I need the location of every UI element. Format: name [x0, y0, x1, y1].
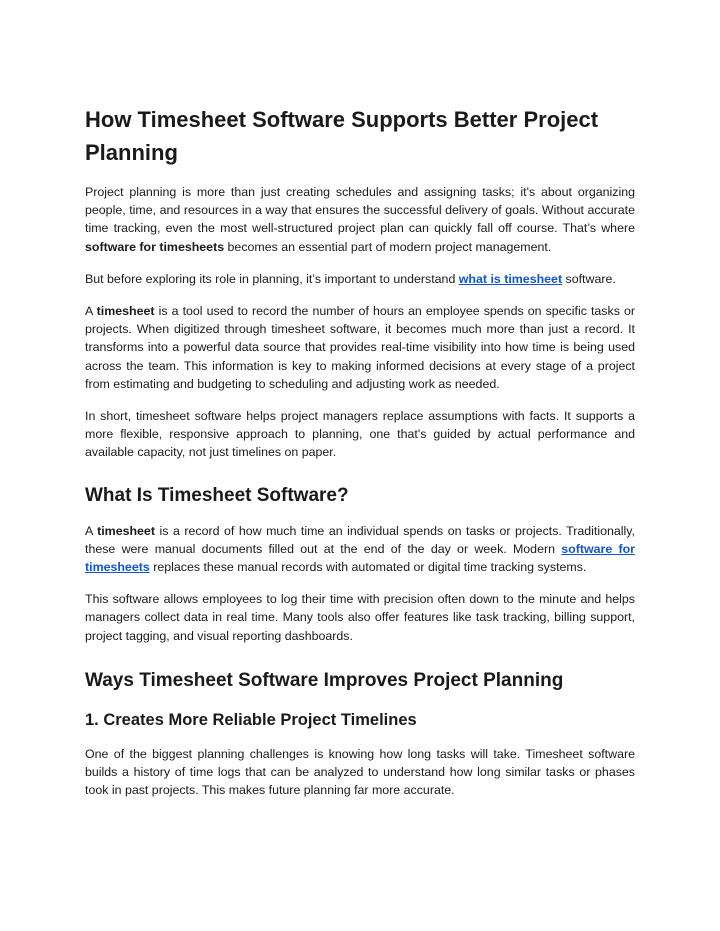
intro-p1-bold: software for timesheets [85, 239, 225, 254]
section1-p1-mid: is a record of how much time an individual spends on tasks or projects. Traditionally, these were manual documents filled out at the end of the day or week. Modern [85, 523, 636, 556]
subsection1-paragraph-1: One of the biggest planning challenges is knowing how long tasks will take. Timesheet software builds a history of time logs that can be analyzed to understand how long similar tasks or phases took in past projects. This makes future planning far more accurate. [85, 746, 635, 798]
intro-p3-start: A [85, 304, 97, 319]
intro-p3-end: is a tool used to record the number of hours an employee spends on specific tasks or projects. When digitized through timesheet software, it becomes much more than just a record. It transforms into a powerful data source that provides real-time visibility into how time is being used across the team. This information is key to making informed decisions at every stage of a project from estimating and budgeting to scheduling and adjusting work as needed. [85, 304, 635, 391]
intro-p2-start: But before exploring its role in planning, it’s important to understand [85, 271, 459, 286]
intro-p2-end: software. [562, 271, 616, 286]
intro-p3-bold: timesheet [96, 304, 155, 319]
section-heading-what-is: What Is Timesheet Software? [85, 484, 349, 506]
subsection-heading-timelines: 1. Creates More Reliable Project Timelines [85, 710, 417, 729]
software-for-timesheets-link[interactable]: software for timesheets [85, 541, 635, 575]
document-page [85, 103, 635, 813]
intro-paragraph-3 [85, 302, 635, 393]
section-heading-ways: Ways Timesheet Software Improves Project Planning [85, 669, 564, 691]
intro-paragraph-4: In short, timesheet software helps project managers replace assumptions with facts. It supports a more flexible, responsive approach to planning, one that's guided by actual performance and available capacity, not just timelines on paper. [85, 409, 635, 460]
section1-p1-start: A [85, 523, 98, 538]
intro-p1-end: becomes an essential part of modern project management. [224, 239, 552, 254]
what-is-timesheet-link[interactable]: what is timesheet [458, 271, 563, 286]
section1-p1-bold: timesheet [97, 523, 155, 538]
intro-paragraph-1 [85, 183, 635, 256]
section1-paragraph-1 [85, 522, 635, 577]
page-title: How Timesheet Software Supports Better Project Planning [85, 107, 599, 165]
section1-p1-end: replaces these manual records with automated or digital time tracking systems. [149, 560, 587, 575]
intro-p1-text: Project planning is more than just creating schedules and assigning tasks; it's about organizing people, time, and resources in a way that ensures the successful delivery of goals. Without accurate time tracking, even the most well-structured project plan can quickly fall off course. That’s where [85, 185, 635, 236]
section1-paragraph-2: This software allows employees to log their time with precision often down to the minute and helps managers collect data in real time. Many tools also offer features like task tracking, billing support, project tagging, and visual reporting dashboards. [85, 592, 635, 643]
intro-paragraph-2 [85, 270, 635, 288]
